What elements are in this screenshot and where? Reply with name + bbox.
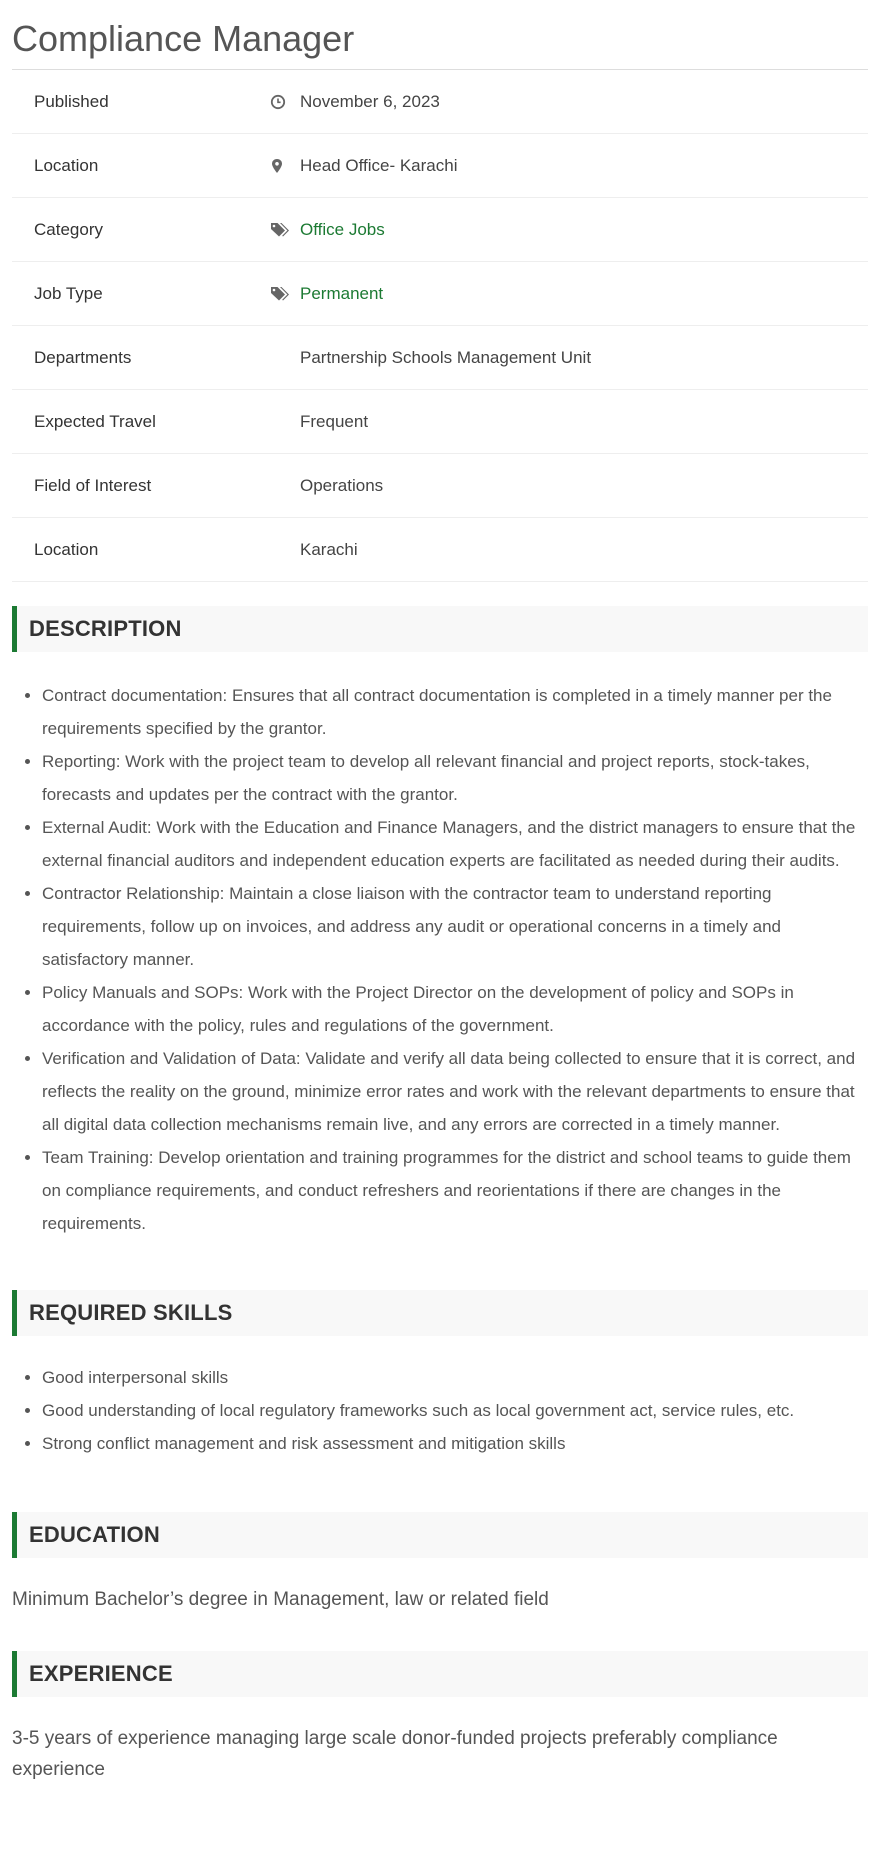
meta-value: Head Office- Karachi — [300, 155, 458, 175]
list-item: • Strong conflict management and risk assessment and mitigation skills — [42, 1427, 868, 1460]
meta-label: Location — [34, 539, 99, 559]
list-item: • Verification and Validation of Data: Validate and verify all data being collected to ensure that it is correct, and reflects the reality on the ground, minimize error rates and work with the relevant departments to ensure that all digital data collection mechanisms remain live, and any errors are corrected in a timely manner. — [42, 1042, 868, 1141]
meta-row-city — [12, 518, 868, 582]
meta-label: Category — [34, 219, 103, 239]
list-item: • Good understanding of local regulatory frameworks such as local government act, service rules, etc. — [42, 1394, 868, 1427]
list-item: • Contractor Relationship: Maintain a close liaison with the contractor team to understand reporting requirements, follow up on invoices, and address any audit or operational concerns in a timely and satisfactory manner. — [42, 877, 868, 976]
meta-row-location — [12, 134, 868, 198]
meta-label: Field of Interest — [34, 475, 152, 495]
map-pin-icon — [270, 158, 300, 174]
clock-icon — [270, 94, 300, 110]
meta-row-published — [12, 70, 868, 134]
list-item: • Contract documentation: Ensures that all contract documentation is completed in a timely manner per the requirements specified by the grantor. — [42, 679, 868, 745]
list-item: • External Audit: Work with the Education and Finance Managers, and the district managers to ensure that the external financial auditors and independent education experts are facilitated as needed during their audits. — [42, 811, 868, 877]
description-heading: DESCRIPTION — [12, 606, 868, 652]
education-text: Minimum Bachelor’s degree in Management, law or related field — [12, 1589, 549, 1610]
meta-row-expected-travel — [12, 390, 868, 454]
meta-label: Job Type — [34, 283, 103, 303]
meta-row-job-type — [12, 262, 868, 326]
meta-label: Location — [34, 155, 99, 175]
list-item: • Reporting: Work with the project team to develop all relevant financial and project reports, stock-takes, forecasts and updates per the contract with the grantor. — [42, 745, 868, 811]
meta-label: Published — [34, 91, 109, 111]
education-heading: EDUCATION — [12, 1512, 868, 1558]
meta-value: November 6, 2023 — [300, 91, 440, 111]
meta-row-departments — [12, 326, 868, 390]
meta-value: Operations — [300, 475, 384, 495]
meta-row-category — [12, 198, 868, 262]
experience-text: 3-5 years of experience managing large scale donor-funded projects preferably compliance experience — [12, 1728, 778, 1780]
job-meta-table — [12, 70, 868, 582]
tags-icon — [270, 222, 300, 238]
required-skills-heading: REQUIRED SKILLS — [12, 1290, 868, 1336]
list-item: • Good interpersonal skills — [42, 1361, 868, 1394]
category-link[interactable]: Office Jobs — [300, 219, 385, 239]
meta-value: Frequent — [300, 411, 369, 431]
page-title: Compliance Manager — [12, 0, 868, 70]
job-type-link[interactable]: Permanent — [300, 283, 384, 303]
description-list — [12, 679, 868, 1240]
meta-row-field-of-interest — [12, 454, 868, 518]
meta-value: Partnership Schools Management Unit — [300, 347, 592, 367]
experience-heading: EXPERIENCE — [12, 1651, 868, 1697]
meta-label: Departments — [34, 347, 132, 367]
meta-value: Karachi — [300, 539, 358, 559]
meta-label: Expected Travel — [34, 411, 156, 431]
tags-icon — [270, 286, 300, 302]
skills-list — [12, 1361, 868, 1460]
list-item: • Team Training: Develop orientation and training programmes for the district and school teams to guide them on compliance requirements, and conduct refreshers and reorientations if there are changes in the requirements. — [42, 1141, 868, 1240]
list-item: • Policy Manuals and SOPs: Work with the Project Director on the development of policy and SOPs in accordance with the policy, rules and regulations of the government. — [42, 976, 868, 1042]
